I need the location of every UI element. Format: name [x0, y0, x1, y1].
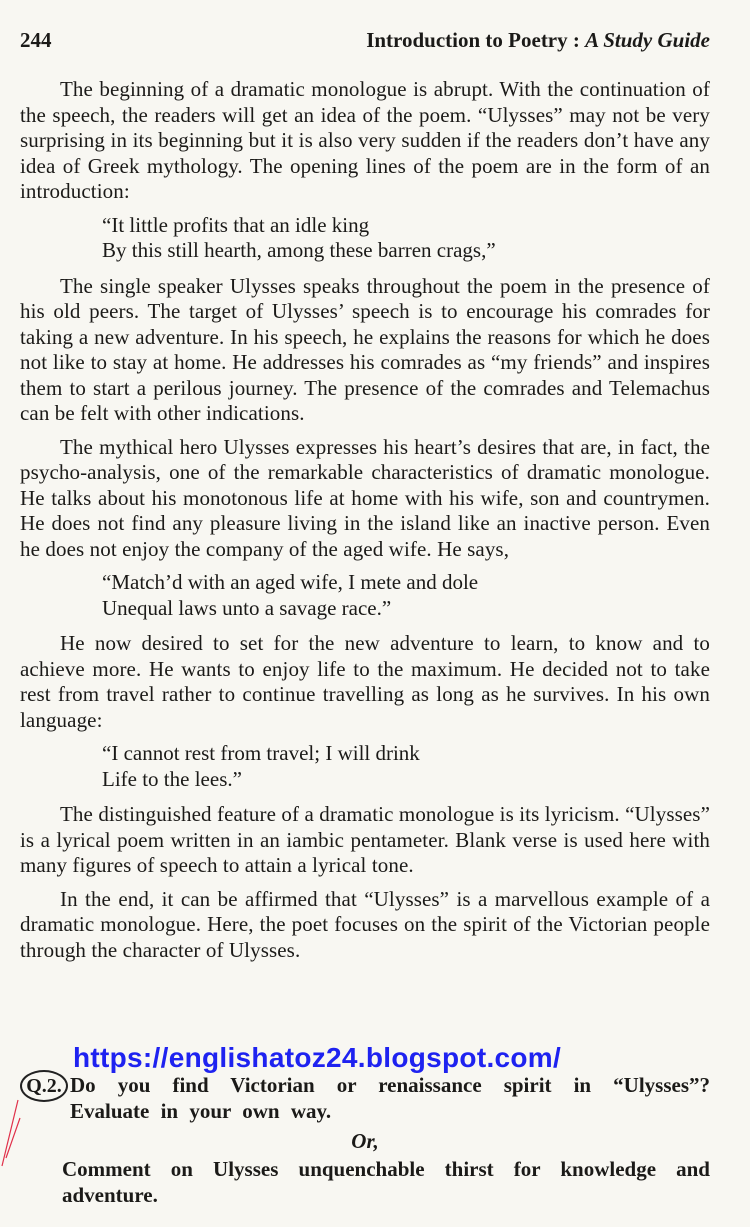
- quote-1-line-2: By this still hearth, among these barren crags,”: [102, 238, 496, 262]
- quote-2: [102, 570, 710, 621]
- quote-2-line-2: Unequal laws unto a savage race.”: [102, 595, 392, 620]
- pen-mark-decoration: [0, 1098, 22, 1168]
- paragraph-6: In the end, it can be affirmed that “Ulysses” is a marvellous example of a dramatic monologue. Here, the poet focuses on the spirit of the Victorian people through the character of Ulysses.: [20, 886, 710, 962]
- question-number: Q.2.: [20, 1070, 68, 1102]
- page-number: 244: [20, 28, 52, 52]
- quote-3-line-1: “I cannot rest from travel; I will drink: [102, 741, 420, 765]
- paragraph-4: He now desired to set for the new adventure to learn, to know and to achieve more. He wants to enjoy life to the maximum. He decided not to take rest from travel rather to continue travelling as long as he survives. In his own language:: [20, 631, 710, 732]
- question-text: Do you find Victorian or renaissance spirit in “Ulysses”? Evaluate in your own way.: [70, 1073, 710, 1123]
- question-block: [20, 1072, 710, 1208]
- quote-3-line-2: Life to the lees.”: [102, 766, 242, 791]
- paragraph-2: The single speaker Ulysses speaks throughout the poem in the presence of his old peers. The target of Ulysses’ speech is to encourage his comrades for taking a new adventure. In his speech, he explains the reasons for which he does not like to stay at home. He addresses his comrades as “my friends” and inspires them to start a perilous journey. The presence of the comrades and Telemachus can be felt with other indications.: [20, 273, 710, 425]
- paragraph-3: The mythical hero Ulysses expresses his heart’s desires that are, in fact, the psycho-analysis, one of the remarkable characteristics of dramatic monologue. He talks about his monotonous life at home with his wife, son and countrymen. He does not find any pleasure living in the island like an inactive person. Even he does not enjoy the company of the aged wife. He says,: [20, 434, 710, 561]
- paragraph-5: The distinguished feature of a dramatic monologue is its lyricism. “Ulysses” is a lyrical poem written in an iambic pentameter. Blank verse is used here with many figures of speech to attain a lyrical tone.: [20, 802, 710, 877]
- quote-3: [102, 741, 710, 792]
- page-body: [20, 77, 710, 971]
- running-title-main: Introduction to Poetry :: [366, 28, 586, 52]
- paragraph-1: The beginning of a dramatic monologue is abrupt. With the continuation of the speech, the readers will get an idea of the poem. “Ulysses” may not be very surprising in its beginning but it is also very sudden if the readers don’t have any idea of Greek mythology. The opening lines of the poem are in the form of an introduction:: [20, 77, 710, 203]
- blog-url-watermark[interactable]: https://englishatoz24.blogspot.com/: [73, 1042, 562, 1073]
- quote-1: [102, 213, 710, 264]
- quote-2-line-1: “Match’d with an aged wife, I mete and dole: [102, 570, 479, 594]
- quote-1-line-1: “It little profits that an idle king: [102, 212, 370, 237]
- running-title: [366, 28, 710, 53]
- alternative-question: Comment on Ulysses unquenchable thirst for knowledge and adventure.: [62, 1157, 710, 1207]
- page-header: [20, 28, 710, 58]
- running-title-italic: A Study Guide: [585, 28, 710, 52]
- or-separator: Or,: [351, 1129, 379, 1153]
